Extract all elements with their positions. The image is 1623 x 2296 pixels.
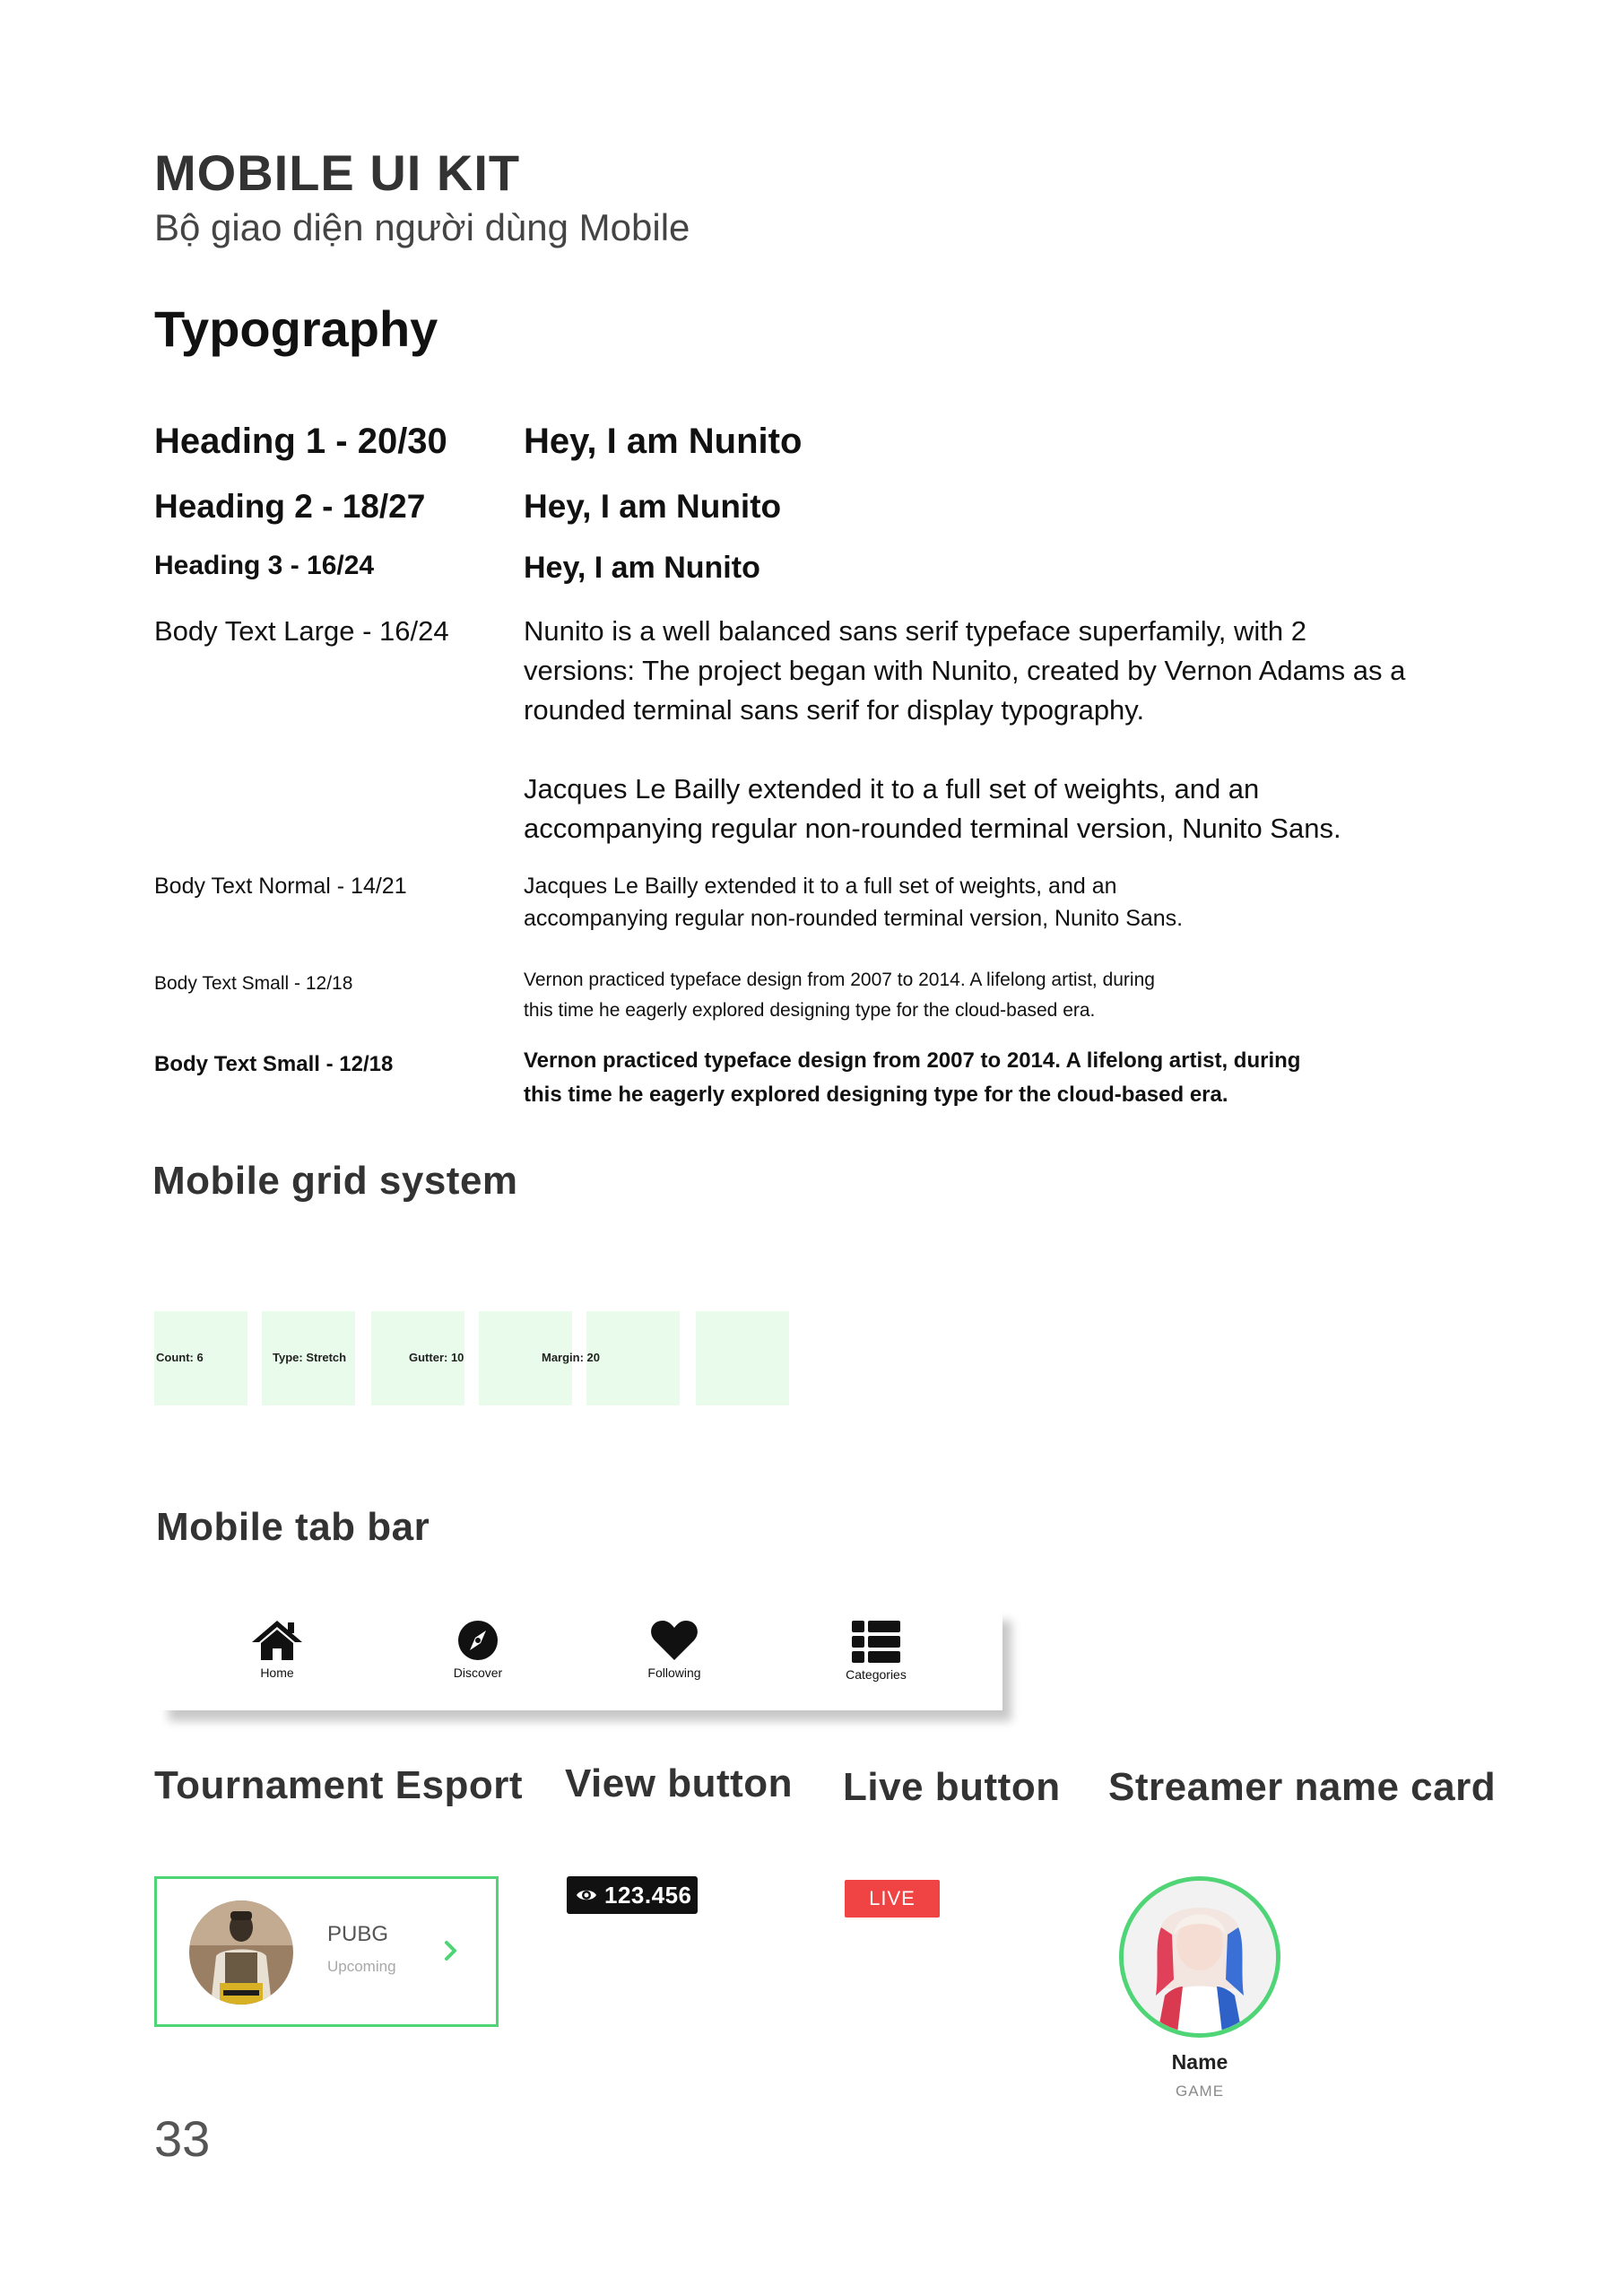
grid-label-type: Type: Stretch: [273, 1351, 347, 1364]
tab-home[interactable]: [219, 1619, 335, 1680]
compass-icon: [456, 1619, 499, 1662]
game-avatar: [189, 1900, 293, 2005]
typo-sample-h2: Hey, I am Nunito: [524, 488, 782, 525]
body-large-line: Nunito is a well balanced sans serif typeface superfamily, with 2: [524, 615, 1307, 647]
typo-sample-body-small-bold: [524, 1044, 1300, 1112]
tournament-title: Tournament Esport: [154, 1763, 524, 1807]
grid-label-count: Count: 6: [156, 1351, 204, 1364]
body-small-line: this time he eagerly explored designing type for the cloud-based era.: [524, 1000, 1096, 1021]
typo-label-body-normal: Body Text Normal - 14/21: [154, 874, 407, 899]
kit-subtitle: Bộ giao diện người dùng Mobile: [154, 206, 690, 248]
typo-label-body-large: Body Text Large - 16/24: [154, 615, 449, 647]
tab-label-categories: Categories: [846, 1667, 907, 1682]
typo-sample-h1: Hey, I am Nunito: [524, 422, 803, 461]
game-name: PUBG: [327, 1922, 389, 1946]
grid-title: Mobile grid system: [152, 1159, 518, 1203]
live-button[interactable]: LIVE: [845, 1880, 940, 1918]
streamer-game: GAME: [1175, 2083, 1225, 2100]
body-large-line: Jacques Le Bailly extended it to a full set of weights, and an: [524, 773, 1260, 804]
body-small-line: Vernon practiced typeface design from 2007 to 2014. A lifelong artist, during: [524, 970, 1155, 990]
eye-icon: [576, 1886, 597, 1904]
typo-label-h1: Heading 1 - 20/30: [154, 422, 447, 461]
streamer-name: Name: [1171, 2050, 1228, 2074]
typo-label-body-small: Body Text Small - 12/18: [154, 973, 353, 994]
game-cover-image: [189, 1900, 293, 2005]
streamer-avatar[interactable]: [1119, 1876, 1280, 2038]
tabbar-title: Mobile tab bar: [156, 1505, 430, 1549]
tournament-card[interactable]: [154, 1876, 499, 2027]
view-button-title: View button: [565, 1761, 794, 1805]
list-icon: [850, 1619, 902, 1664]
heart-icon: [649, 1619, 699, 1662]
grid-column: [696, 1311, 789, 1405]
grid-column: [586, 1311, 680, 1405]
streamer-card-title: Streamer name card: [1108, 1765, 1497, 1809]
tab-label-home: Home: [260, 1665, 294, 1680]
home-icon: [250, 1619, 304, 1662]
body-large-line: versions: The project began with Nunito, created by Vernon Adams as a: [524, 655, 1406, 686]
tab-bar: [160, 1610, 1002, 1710]
view-button[interactable]: [567, 1876, 698, 1914]
typography-title: Typography: [154, 300, 438, 357]
body-small-bold-line: this time he eagerly explored designing type for the cloud-based era.: [524, 1083, 1228, 1107]
grid-label-gutter: Gutter: 10: [409, 1351, 464, 1364]
typo-label-h3: Heading 3 - 16/24: [154, 551, 375, 580]
body-large-line: rounded terminal sans serif for display typography.: [524, 694, 1145, 726]
body-normal-line: Jacques Le Bailly extended it to a full set of weights, and an: [524, 874, 1117, 899]
page-number: 33: [154, 2110, 211, 2167]
tab-categories[interactable]: [818, 1619, 934, 1682]
tab-label-following: Following: [647, 1665, 701, 1680]
body-large-line: accompanying regular non-rounded terminal version, Nunito Sans.: [524, 813, 1341, 844]
tab-discover[interactable]: [420, 1619, 536, 1680]
typo-sample-body-small: [524, 965, 1155, 1026]
tab-label-discover: Discover: [453, 1665, 503, 1680]
typo-sample-h3: Hey, I am Nunito: [524, 551, 760, 585]
typo-sample-body-normal: [524, 870, 1183, 935]
streamer-photo: [1124, 1881, 1276, 2033]
typo-label-h2: Heading 2 - 18/27: [154, 488, 426, 525]
typo-label-body-small-bold: Body Text Small - 12/18: [154, 1052, 394, 1076]
view-count: 123.456: [604, 1882, 692, 1909]
kit-title: MOBILE UI KIT: [154, 144, 521, 201]
chevron-right-icon[interactable]: [444, 1940, 458, 1961]
tab-following[interactable]: [616, 1619, 733, 1680]
typo-sample-body-large: [524, 612, 1405, 848]
live-button-title: Live button: [843, 1765, 1061, 1809]
body-normal-line: accompanying regular non-rounded terminal version, Nunito Sans.: [524, 906, 1184, 931]
body-small-bold-line: Vernon practiced typeface design from 2007 to 2014. A lifelong artist, during: [524, 1048, 1301, 1073]
grid-label-margin: Margin: 20: [542, 1351, 601, 1364]
game-status: Upcoming: [327, 1958, 396, 1975]
